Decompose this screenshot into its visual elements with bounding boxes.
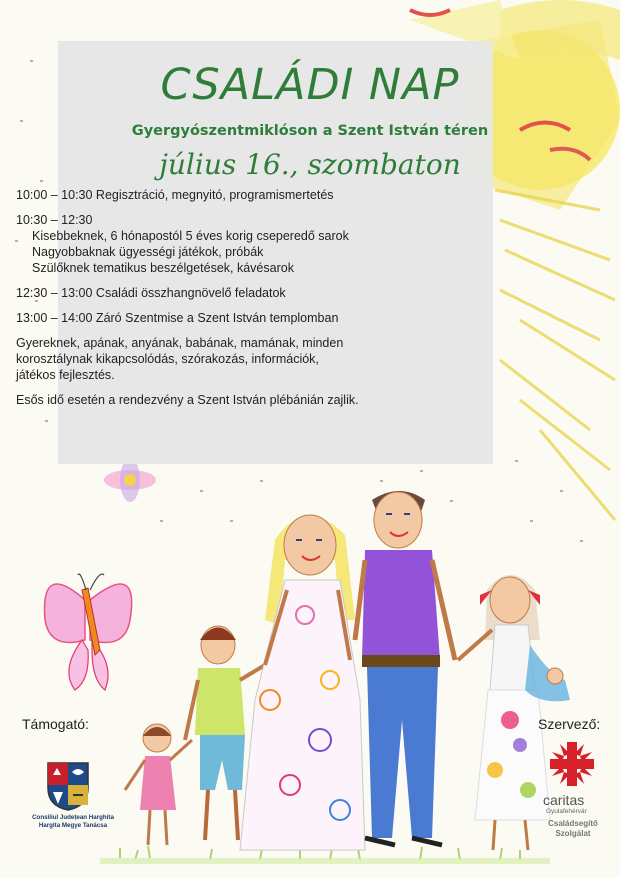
yellow-crayon-strokes <box>495 190 615 520</box>
schedule-subitem-small-kids: Kisebbeknek, 6 hónapostól 5 éves korig cseperedő sarok <box>32 229 349 243</box>
schedule-item-programs-time: 10:30 – 12:30 <box>16 213 93 227</box>
flower-drawing <box>104 458 156 502</box>
spacer <box>16 383 428 392</box>
organizer-label: Szervező: <box>538 716 601 732</box>
description-line-3: játékos fejlesztés. <box>16 368 115 382</box>
coat-of-arms-icon <box>45 760 91 812</box>
schedule-subitem-older-kids: Nagyobbaknak ügyességi játékok, próbák <box>32 245 264 259</box>
spacer <box>16 301 428 310</box>
schedule <box>16 178 428 408</box>
small-girl-drawing <box>125 724 192 845</box>
mother-drawing <box>240 515 365 850</box>
caritas-logo-text: caritas <box>543 792 585 808</box>
schedule-item-mass: 13:00 – 14:00 Záró Szentmise a Szent István templomban <box>16 311 339 325</box>
organizer-name <box>538 819 608 839</box>
caritas-logo-subtext: Gyulafehérvár <box>546 808 587 815</box>
father-drawing <box>355 491 455 845</box>
organizer-name-line-1: Családsegítő <box>548 819 598 828</box>
spacer <box>16 203 428 212</box>
event-date: július 16., szombaton <box>159 148 461 181</box>
rain-notice: Esős idő esetén a rendezvény a Szent István plébánián zajlik. <box>16 393 359 407</box>
caritas-flame-icon <box>548 740 596 788</box>
event-location: Gyergyószentmiklóson a Szent István téren <box>131 123 489 139</box>
page-title: CSALÁDI NAP <box>160 60 460 110</box>
spacer <box>16 178 428 187</box>
schedule-item-family-tasks: 12:30 – 13:00 Családi összhangnövelő feladatok <box>16 286 286 300</box>
description-line-1: Gyereknek, apának, anyának, babának, mamának, minden <box>16 336 344 350</box>
sponsor-name <box>18 814 128 830</box>
spacer <box>16 326 428 335</box>
organizer-name-line-2: Szolgálat <box>555 829 591 838</box>
spacer <box>16 276 428 285</box>
sponsor-name-line-2: Hargita Megye Tanácsa <box>38 822 108 829</box>
butterfly-drawing <box>45 574 132 690</box>
schedule-subitem-parents: Szülőknek tematikus beszélgetések, kávésarok <box>32 261 294 275</box>
schedule-item-registration: 10:00 – 10:30 Regisztráció, megnyitó, programismertetés <box>16 188 334 202</box>
sponsor-label: Támogató: <box>22 716 89 732</box>
description-line-2: korosztálynak kikapcsolódás, szórakozás, információk, <box>16 352 319 366</box>
sponsor-name-line-1: Consiliul Județean Harghita <box>32 814 114 821</box>
